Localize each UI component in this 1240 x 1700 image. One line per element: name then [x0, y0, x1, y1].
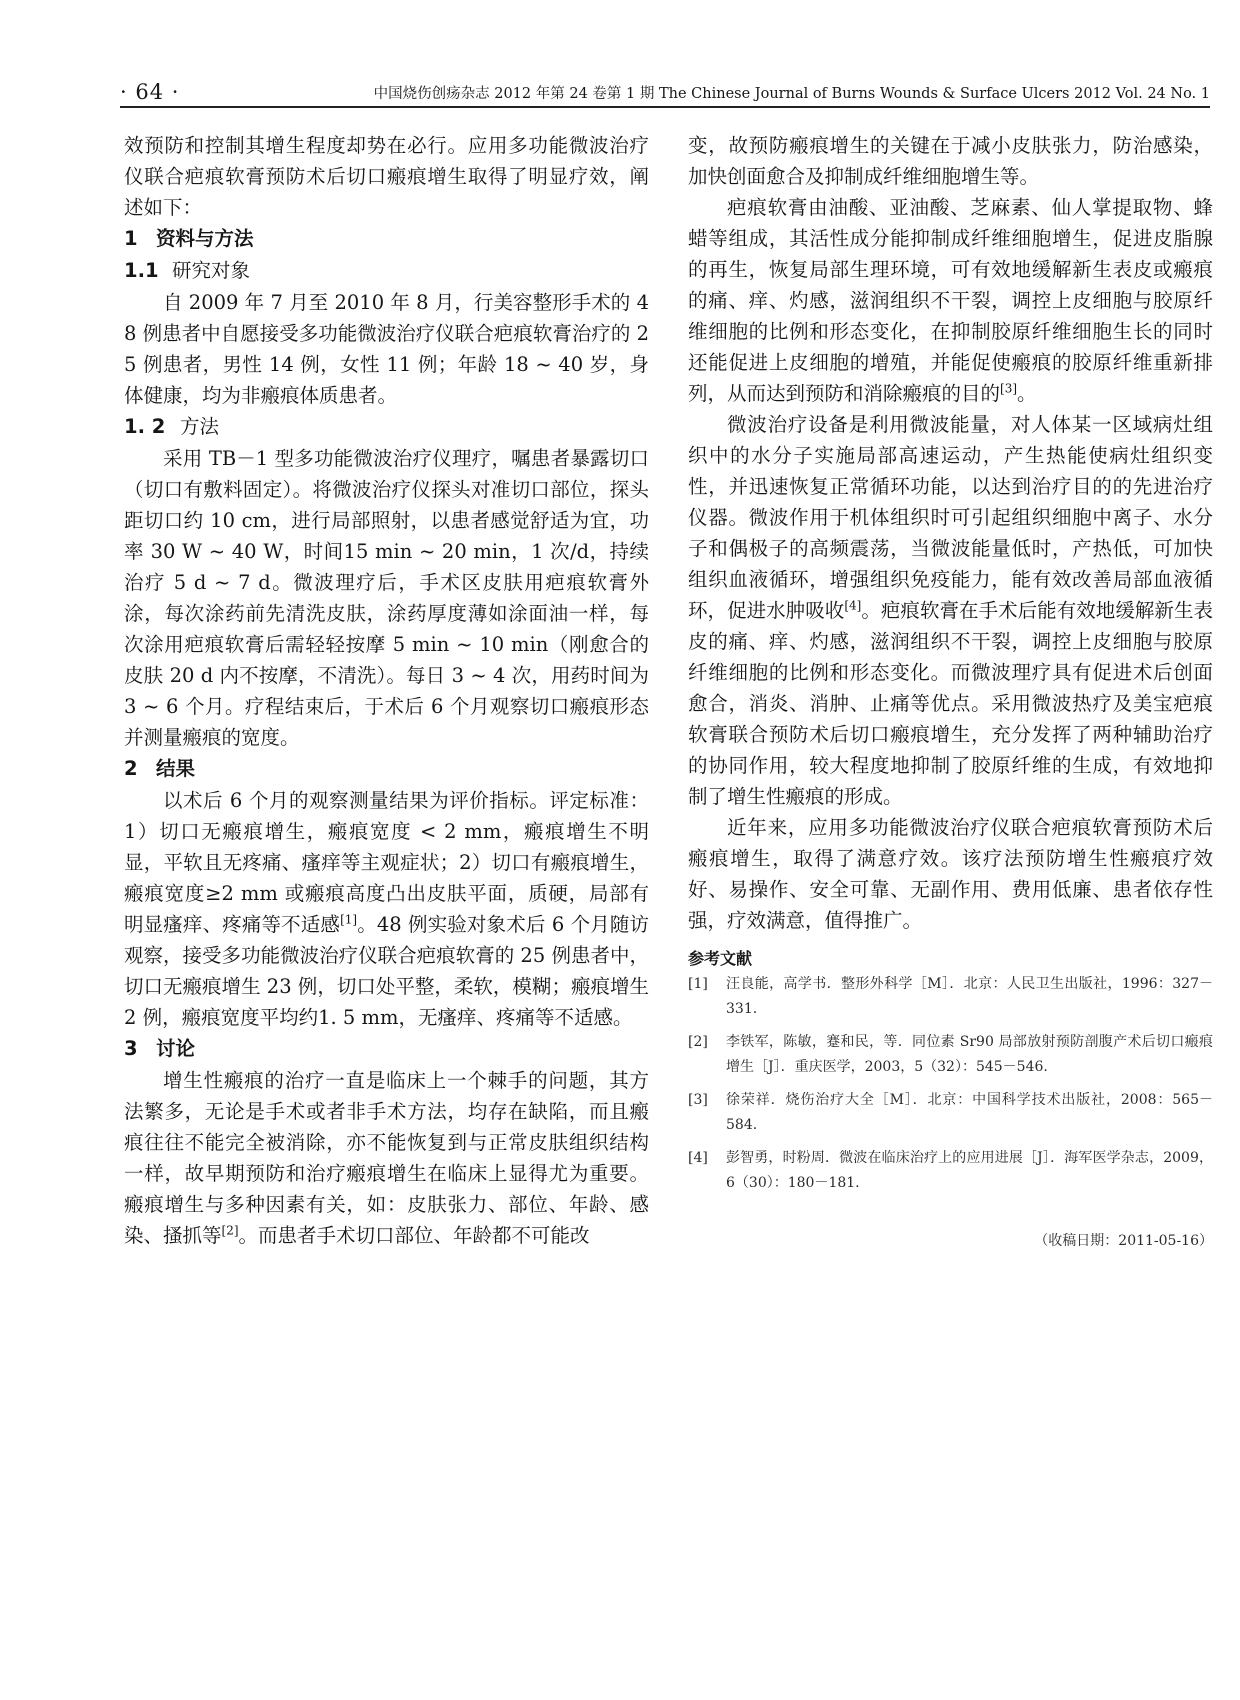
- discussion-paragraph-1: 变，故预防瘢痕增生的关键在于减小皮肤张力，防治感染，加快创面愈合及抑制成纤维细胞增生等。: [688, 134, 1213, 188]
- reference-item: [688, 972, 1213, 1022]
- reference-number: [4]: [688, 1150, 708, 1166]
- section-1-1-heading: [124, 255, 649, 287]
- citation-3: [3]: [1000, 381, 1018, 396]
- right-column: [688, 130, 1213, 1257]
- intro-paragraph: 效预防和控制其增生程度却势在必行。应用多功能微波治疗仪联合疤痕软膏预防术后切口瘢痕增生取得了明显疗效，阐述如下：: [124, 134, 649, 219]
- discussion-paragraph-4: 近年来，应用多功能微波治疗仪联合疤痕软膏预防术后瘢痕增生，取得了满意疗效。该疗法预防增生性瘢痕疗效好、易操作、安全可靠、无副作用、费用低廉、患者依存性强，疗效满意，值得推广。: [688, 816, 1213, 932]
- citation-1: [1]: [340, 912, 358, 927]
- section-1-2-number: 1. 2: [124, 415, 166, 438]
- citation-4: [4]: [844, 598, 862, 613]
- reference-number: [2]: [688, 1034, 708, 1050]
- section-2-title: 结果: [156, 757, 196, 780]
- reference-item: [688, 1088, 1213, 1138]
- discussion-paragraph-3-a: 微波治疗设备是利用微波能量，对人体某一区域病灶组织中的水分子实施局部高速运动，产生热能使病灶组织变性，并迅速恢复正常循环功能，以达到治疗目的的先进治疗仪器。微波作用于机体组织时可引起组织细胞中离子、水分子和偶极子的高频震荡，当微波能量低时，产热低，可加快组织血液循环，增强组织免疫能力，能有效改善局部血液循环，促进水肿吸收: [688, 413, 1213, 622]
- section-2-text-b: 。48 例实验对象术后 6 个月随访观察，接受多功能微波治疗仪联合疤痕软膏的 25 例患者中，切口无瘢痕增生 23 例，切口处平整，柔软，模糊；瘢痕增生 2 例，瘢痕宽度平均约1. 5 mm，无瘙痒、疼痛等不适感。: [124, 913, 649, 1029]
- section-3-text-b: 。而患者手术切口部位、年龄都不可能改: [238, 1224, 590, 1247]
- reference-item: [688, 1146, 1213, 1196]
- reference-number: [1]: [688, 976, 708, 992]
- section-3-number: 3: [124, 1037, 138, 1060]
- section-3-title: 讨论: [156, 1037, 196, 1060]
- page-number: · 64 ·: [120, 80, 180, 104]
- reference-text: 汪良能，高学书．整形外科学［M］．北京：人民卫生出版社，1996：327－331.: [726, 976, 1213, 1017]
- section-3-text-a: 增生性瘢痕的治疗一直是临床上一个棘手的问题，其方法繁多，无论是手术或者非手术方法，均存在缺陷，而且瘢痕往往不能完全被消除，亦不能恢复到与正常皮肤组织结构一样，故早期预防和治疗瘢痕增生在临床上显得尤为重要。瘢痕增生与多种因素有关，如：皮肤张力、部位、年龄、感染、搔抓等: [124, 1069, 649, 1247]
- section-1-1-text: 自 2009 年 7 月至 2010 年 8 月，行美容整形手术的 48 例患者中自愿接受多功能微波治疗仪联合疤痕软膏治疗的 25 例患者，男性 14 例，女性 11 例；年龄 18 ~ 40 岁，身体健康，均为非瘢痕体质患者。: [124, 291, 649, 407]
- section-1-number: 1: [124, 227, 138, 250]
- reference-text: 李铁军，陈敏，蹇和民，等．同位素 Sr90 局部放射预防剖腹产术后切口瘢痕增生［J］．重庆医学，2003，5（32）：545－546.: [726, 1034, 1213, 1075]
- discussion-paragraph-3-b: 。疤痕软膏在手术后能有效地缓解新生表皮的痛、痒、灼感，滋润组织不干裂，调控上皮细胞与胶原纤维细胞的比例和形态变化。而微波理疗具有促进术后创面愈合，消炎、消肿、止痛等优点。采用微波热疗及美宝疤痕软膏联合预防术后切口瘢痕增生，充分发挥了两种辅助治疗的协同作用，较大程度地抑制了胶原纤维的生成，有效地抑制了增生性瘢痕的形成。: [688, 599, 1213, 808]
- section-3-text: [124, 1065, 649, 1251]
- discussion-paragraph-2-b: 。: [1017, 382, 1037, 405]
- references-heading: 参考文献: [688, 949, 753, 968]
- received-date: （收稿日期：2011-05-16）: [1034, 1233, 1213, 1249]
- section-1-2-title: 方法: [180, 415, 220, 438]
- citation-2: [2]: [221, 1223, 239, 1238]
- reference-text: 彭智勇，时粉周．微波在临床治疗上的应用进展［J］．海军医学杂志，2009，6（30）：180－181.: [726, 1150, 1213, 1191]
- section-1-title: 资料与方法: [156, 227, 254, 250]
- section-1-2-text: 采用 TB－1 型多功能微波治疗仪理疗，嘱患者暴露切口（切口有敷料固定）。将微波治疗仪探头对准切口部位，探头距切口约 10 cm，进行局部照射，以患者感觉舒适为宜，功率 30 W ~ 40 W，时间15 min ~ 20 min，1 次/d，持续治疗 5 d ~ 7 d。微波理疗后，手术区皮肤用疤痕软膏外涂，每次涂药前先清洗皮肤，涂药厚度薄如涂面油一样，每次涂用疤痕软膏后需轻轻按摩 5 min ~ 10 min（刚愈合的皮肤 20 d 内不按摩，不清洗）。每日 3 ~ 4 次，用药时间为 3 ~ 6 个月。疗程结束后，于术后 6 个月观察切口瘢痕形态并测量瘢痕的宽度。: [124, 447, 649, 749]
- section-1-1-number: 1.1: [124, 259, 159, 282]
- page-header: [120, 80, 1210, 108]
- header-rule: [120, 106, 1210, 108]
- section-2-text: [124, 785, 649, 1033]
- reference-number: [3]: [688, 1092, 708, 1108]
- section-1-1-title: 研究对象: [172, 259, 251, 282]
- section-1-2-heading: [124, 411, 649, 443]
- section-2-number: 2: [124, 757, 138, 780]
- discussion-paragraph-2: [688, 192, 1213, 409]
- section-3-heading: [124, 1033, 649, 1065]
- journal-running-title: 中国烧伤创疡杂志 2012 年第 24 卷第 1 期 The Chinese Journal of Burns Wounds & Surface Ulcers 2012 Vol. 24 No. 1: [373, 86, 1210, 102]
- discussion-paragraph-2-a: 疤痕软膏由油酸、亚油酸、芝麻素、仙人掌提取物、蜂蜡等组成，其活性成分能抑制成纤维细胞增生，促进皮脂腺的再生，恢复局部生理环境，可有效地缓解新生表皮或瘢痕的痛、痒、灼感，滋润组织不干裂，调控上皮细胞与胶原纤维细胞的比例和形态变化，在抑制胶原纤维细胞生长的同时还能促进上皮细胞的增殖，并能促使瘢痕的胶原纤维重新排列，从而达到预防和消除瘢痕的目的: [688, 196, 1213, 405]
- references-list: [688, 972, 1213, 1196]
- reference-item: [688, 1030, 1213, 1080]
- section-1-heading: [124, 223, 649, 255]
- section-2-text-a: 以术后 6 个月的观察测量结果为评价指标。评定标准：1）切口无瘢痕增生，瘢痕宽度 < 2 mm，瘢痕增生不明显，平软且无疼痛、瘙痒等主观症状；2）切口有瘢痕增生，瘢痕宽度≥2 mm 或瘢痕高度凸出皮肤平面，质硬，局部有明显瘙痒、疼痛等不适感: [124, 789, 649, 936]
- section-2-heading: [124, 753, 649, 785]
- discussion-paragraph-3: [688, 409, 1213, 812]
- reference-text: 徐荣祥．烧伤治疗大全［M］．北京：中国科学技术出版社，2008：565－584.: [726, 1092, 1213, 1133]
- left-column: [124, 130, 649, 1251]
